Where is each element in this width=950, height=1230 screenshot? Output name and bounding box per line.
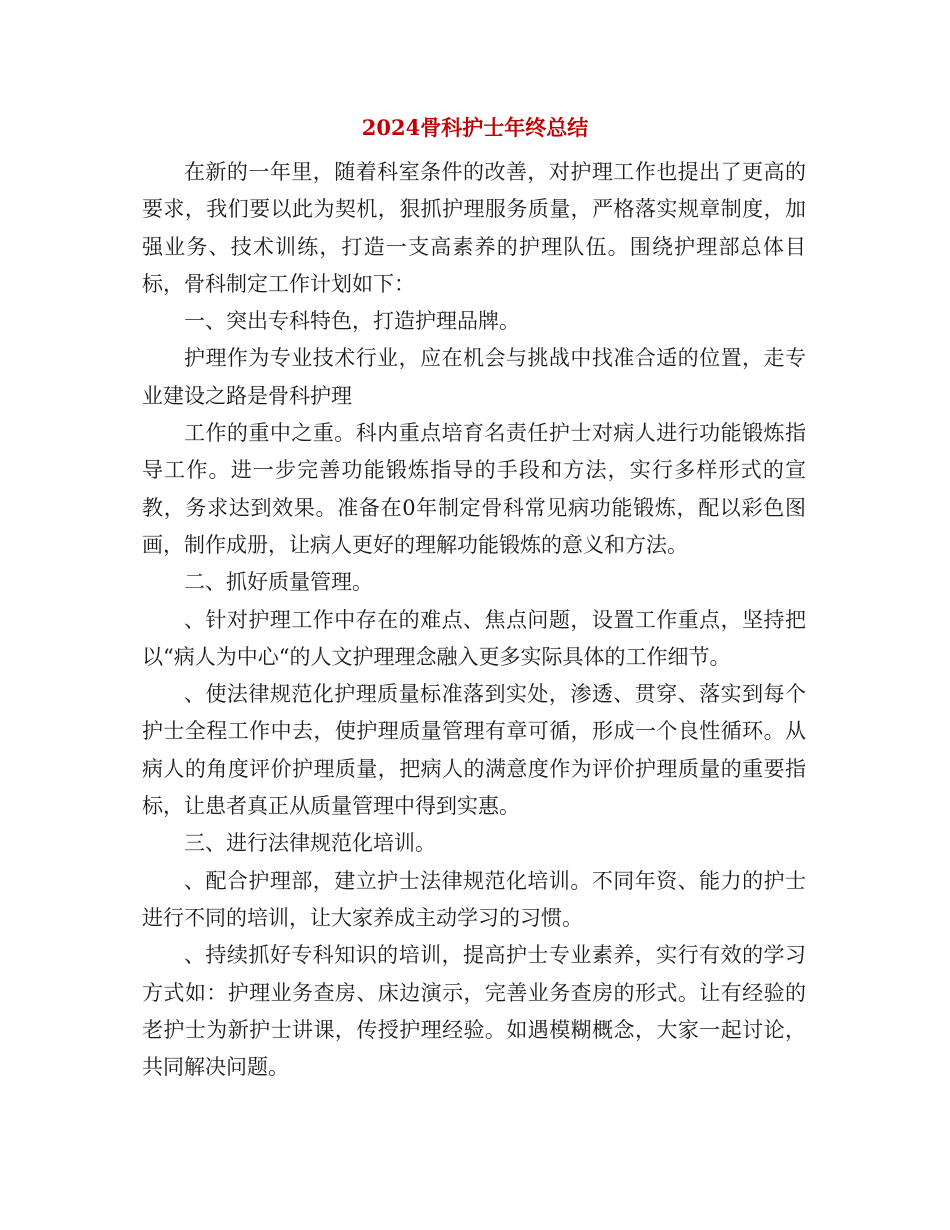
section-heading-2: 二、抓好质量管理。	[184, 570, 373, 595]
paragraph: 护理作为专业技术行业，应在机会与挑战中找准合适的位置，走专业建设之路是骨科护理	[142, 346, 806, 408]
paragraph-intro: 在新的一年里，随着科室条件的改善，对护理工作也提出了更高的要求，我们要以此为契机，狠抓护理服务质量，严格落实规章制度，加强业务、技术训练，打造一支高素养的护理队伍。围绕护理部总体目标，骨科制定工作计划如下：	[142, 160, 806, 296]
document-title: 2024骨科护士年终总结	[361, 115, 589, 140]
paragraph: 、配合护理部，建立护士法律规范化培训。不同年资、能力的护士进行不同的培训，让大家养成主动学习的习惯。	[142, 868, 806, 930]
section-heading-3: 三、进行法律规范化培训。	[184, 831, 436, 856]
paragraph: 、持续抓好专科知识的培训，提高护士专业素养，实行有效的学习方式如：护理业务查房、床边演示，完善业务查房的形式。让有经验的老护士为新护士讲课，传授护理经验。如遇模糊概念，大家一起讨论，共同解决问题。	[142, 943, 806, 1080]
document-body	[142, 154, 806, 1086]
paragraph: 、针对护理工作中存在的难点、焦点问题，设置工作重点，坚持把以“病人为中心“的人文护理理念融入更多实际具体的工作细节。	[142, 607, 806, 669]
paragraph: 工作的重中之重。科内重点培育名责任护士对病人进行功能锻炼指导工作。进一步完善功能锻炼指导的手段和方法，实行多样形式的宣教，务求达到效果。准备在0年制定骨科常见病功能锻炼，配以彩色图画，制作成册，让病人更好的理解功能锻炼的意义和方法。	[142, 421, 806, 557]
section-heading-1: 一、突出专科特色，打造护理品牌。	[184, 309, 520, 334]
paragraph: 、使法律规范化护理质量标准落到实处，渗透、贯穿、落实到每个护士全程工作中去，使护理质量管理有章可循，形成一个良性循环。从病人的角度评价护理质量，把病人的满意度作为评价护理质量的重要指标，让患者真正从质量管理中得到实惠。	[142, 682, 806, 819]
